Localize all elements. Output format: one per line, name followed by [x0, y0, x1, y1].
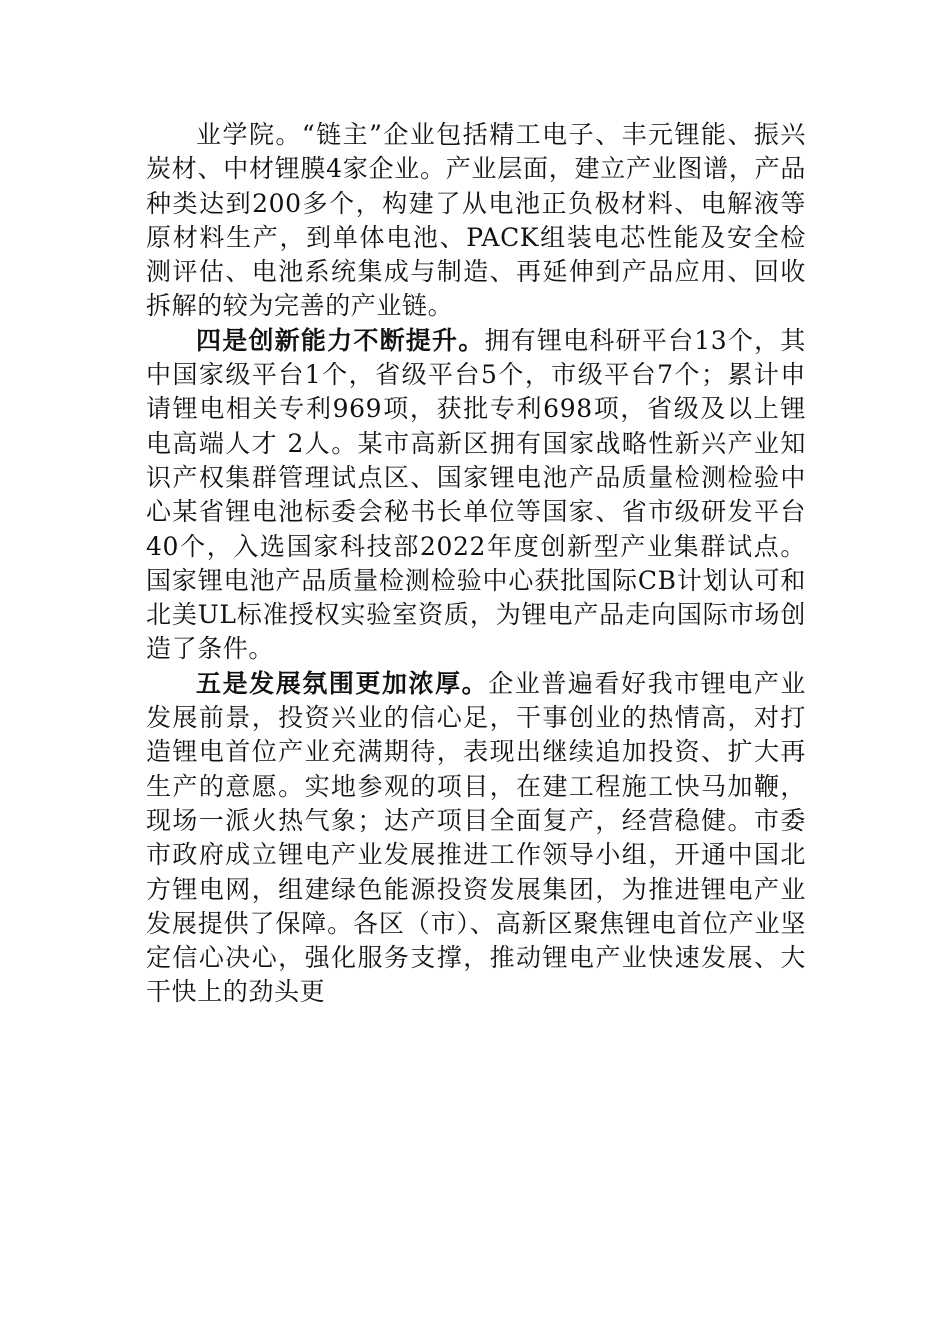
paragraph-atmosphere: [146, 667, 806, 1010]
paragraph-innovation: [146, 324, 806, 667]
paragraph-text: 拥有锂电科研平台13个，其中国家级平台1个，省级平台5个，市级平台7个；累计申请锂电相关专利969项，获批专利698项，省级及以上锂电高端人才 2人。某市高新区拥有国家战略性新兴产业知识产权集群管理试点区、国家锂电池产品质量检测检验中心某省锂电池标委会秘书长单位等国家、省市级研发平台40个，入选国家科技部2022年度创新型产业集群试点。国家锂电池产品质量检测检验中心获批国际CB计划认可和北美UL标准授权实验室资质，为锂电产品走向国际市场创造了条件。: [146, 325, 806, 664]
paragraph-lead: 四是创新能力不断提升。: [196, 325, 485, 355]
paragraph-lead: 五是发展氛围更加浓厚。: [196, 668, 489, 698]
paragraph-industry-chain: [146, 118, 806, 324]
paragraph-text: 企业普遍看好我市锂电产业发展前景，投资兴业的信心足，干事创业的热情高，对打造锂电首位产业充满期待，表现出继续追加投资、扩大再生产的意愿。实地参观的项目，在建工程施工快马加鞭，现场一派火热气象；达产项目全面复产，经营稳健。市委市政府成立锂电产业发展推进工作领导小组，开通中国北方锂电网，组建绿色能源投资发展集团，为推进锂电产业发展提供了保障。各区（市）、高新区聚焦锂电首位产业坚定信心决心，强化服务支撑，推动锂电产业快速发展、大干快上的劲头更: [146, 668, 806, 1007]
document-body: [146, 118, 806, 1010]
paragraph-text: 业学院。“链主”企业包括精工电子、丰元锂能、振兴炭材、中材锂膜4家企业。产业层面，建立产业图谱，产品种类达到200多个，构建了从电池正负极材料、电解液等原材料生产，到单体电池、PACK组装电芯性能及安全检测评估、电池系统集成与制造、再延伸到产品应用、回收拆解的较为完善的产业链。: [146, 120, 806, 321]
